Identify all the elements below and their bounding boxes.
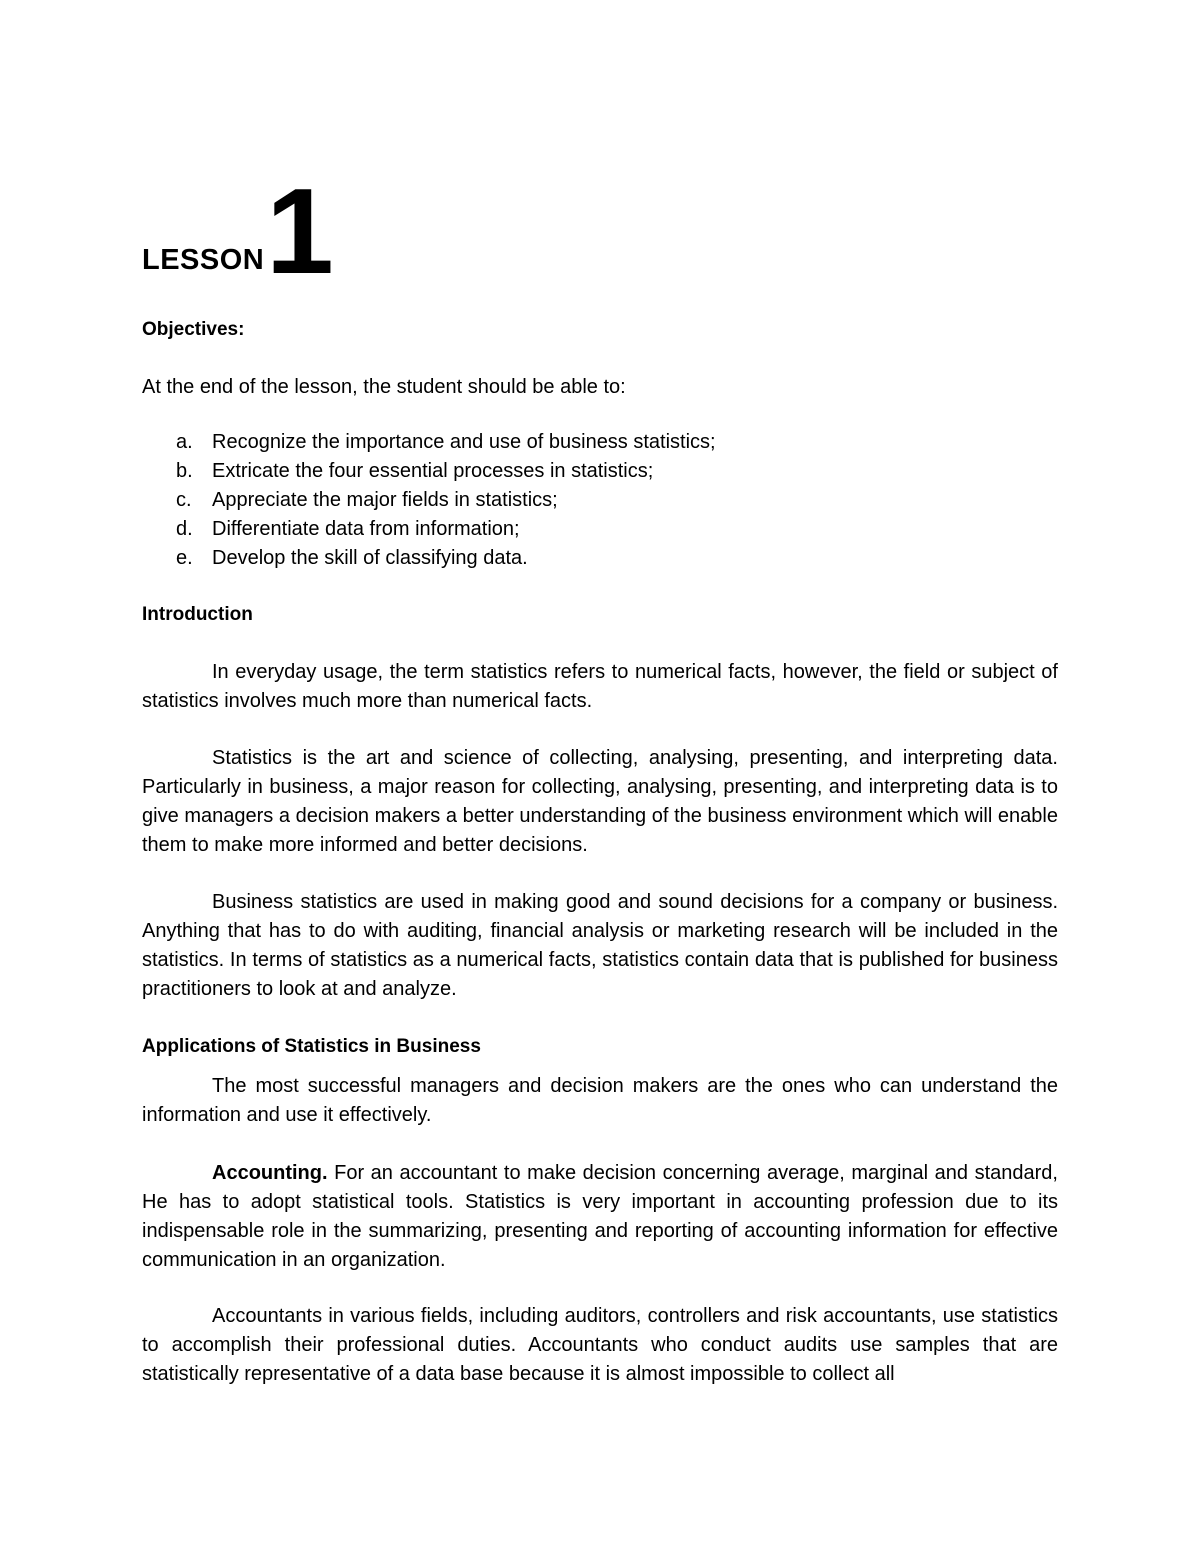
list-item-text: Extricate the four essential processes in statistics;: [212, 460, 654, 482]
objectives-list: [176, 428, 972, 573]
applications-paragraph-3: Accountants in various fields, including auditors, controllers and risk accountants, use statistics to accomplish their professional duties. Accountants who conduct audits use samples that are statistically representative of a data base because it is almost impossible to collect all: [142, 1305, 1058, 1385]
list-marker: d.: [176, 518, 193, 540]
list-item: [176, 428, 972, 457]
list-marker: c.: [176, 489, 192, 511]
list-item: [176, 515, 972, 544]
applications-heading: Applications of Statistics in Business: [142, 1036, 481, 1057]
lesson-number: 1: [266, 163, 334, 299]
accounting-paragraph: [142, 1159, 1058, 1275]
list-marker: e.: [176, 547, 193, 569]
list-item-text: Appreciate the major fields in statistics;: [212, 489, 558, 511]
list-marker: b.: [176, 460, 193, 482]
objectives-intro: At the end of the lesson, the student should be able to:: [142, 376, 626, 398]
list-marker: a.: [176, 431, 193, 453]
accounting-label: Accounting.: [212, 1162, 328, 1184]
accounting-text: For an accountant to make decision concerning average, marginal and standard, He has to adopt statistical tools. Statistics is very important in accounting profession due to its indispensable role in the summarizing, presenting and reporting of accounting information for effective communication in an organization.: [142, 1162, 1058, 1271]
list-item-text: Develop the skill of classifying data.: [212, 547, 528, 569]
introduction-paragraph-1: In everyday usage, the term statistics refers to numerical facts, however, the field or subject of statistics involves much more than numerical facts.: [142, 661, 1058, 712]
lesson-word: LESSON: [142, 244, 265, 276]
list-item: [176, 486, 972, 515]
list-item-text: Differentiate data from information;: [212, 518, 520, 540]
objectives-heading: Objectives:: [142, 319, 245, 340]
list-item: [176, 544, 972, 573]
list-item-text: Recognize the importance and use of business statistics;: [212, 431, 716, 453]
introduction-heading: Introduction: [142, 604, 253, 625]
introduction-paragraph-3: Business statistics are used in making good and sound decisions for a company or business. Anything that has to do with auditing, financial analysis or marketing research will be included in the statistics. In terms of statistics as a numerical facts, statistics contain data that is published for business practitioners to look at and analyze.: [142, 891, 1058, 1000]
introduction-paragraph-2: Statistics is the art and science of collecting, analysing, presenting, and interpreting data. Particularly in business, a major reason for collecting, analysing, presenting, and interpreting data is to give managers a decision makers a better understanding of the business environment which will enable them to make more informed and better decisions.: [142, 747, 1058, 856]
list-item: [176, 457, 972, 486]
applications-paragraph-1: The most successful managers and decision makers are the ones who can understand the information and use it effectively.: [142, 1075, 1058, 1126]
